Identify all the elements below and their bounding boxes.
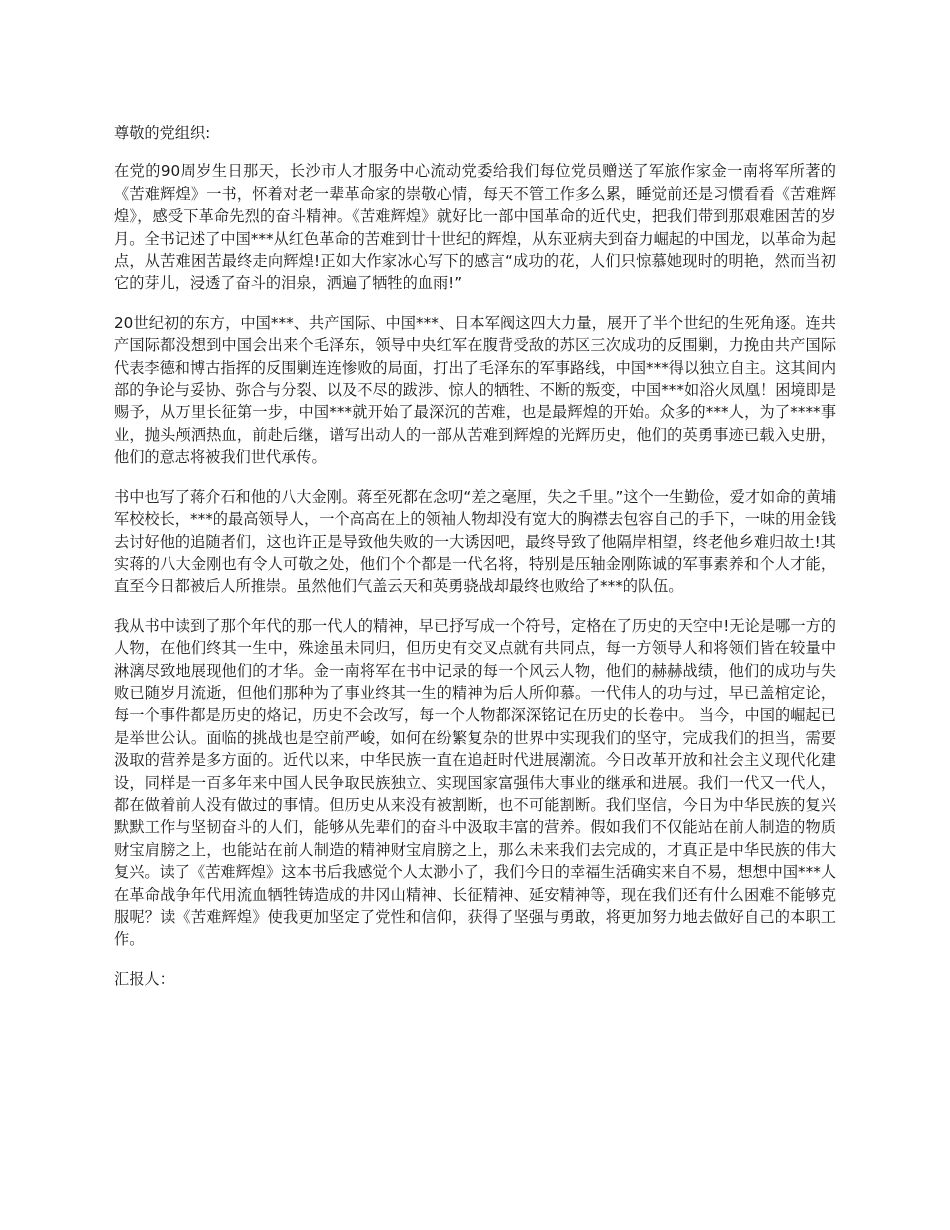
paragraph-2: 20世纪初的东方，中国***、共产国际、中国***、日本军阀这四大力量，展开了半个世纪的生死角逐。连共产国际都没想到中国会出来个毛泽东，领导中央红军在腹背受敌的苏区三次成功的反围剿，力挽由共产国际代表李德和博古指挥的反围剿连连惨败的局面，打出了毛泽东的军事路线，中国***得以独立自主。这其间内部的争论与妥协、弥合与分裂、以及不尽的跋涉、惊人的牺牲、不断的叛变，中国***如浴火凤凰！困境即是赐予，从万里长征第一步，中国***就开始了最深沉的苦难，也是最辉煌的开始。众多的***人，为了****事业，抛头颅洒热血，前赴后继，谱写出动人的一部从苦难到辉煌的光辉历史，他们的英勇事迹已载入史册，他们的意志将被我们世代承传。	[114, 313, 836, 467]
document-body	[114, 122, 836, 1007]
salutation: 尊敬的党组织:	[114, 124, 211, 142]
signature: 汇报人：	[114, 969, 175, 988]
paragraph-3: 书中也写了蒋介石和他的八大金刚。蒋至死都在念叨“差之毫厘，失之千里。”这个一生勤俭，爱才如命的黄埔军校校长，***的最高领导人，一个高高在上的领袖人物却没有宽大的胸襟去包容自己的手下，一味的用金钱去讨好他的追随者们，这也许正是导致他失败的一大诱因吧，最终导致了他隔岸相望，终老他乡难归故土!其实蒋的八大金刚也有令人可敬之处，他们个个都是一代名将，特别是压轴金刚陈诚的军事素养和个人才能，直至今日都被后人所推崇。虽然他们气盖云天和英勇骁战却最终也败给了***的队伍。	[114, 487, 836, 596]
paragraph-1: 在党的90周岁生日那天，长沙市人才服务中心流动党委给我们每位党员赠送了军旅作家金一南将军所著的《苦难辉煌》一书，怀着对老一辈革命家的崇敬心情，每天不管工作多么累，睡觉前还是习惯看看《苦难辉煌》，感受下革命先烈的奋斗精神。《苦难辉煌》就好比一部中国革命的近代史，把我们带到那艰难困苦的岁月。全书记述了中国***从红色革命的苦难到廿十世纪的辉煌，从东亚病夫到奋力崛起的中国龙，以革命为起点，从苦难困苦最终走向辉煌!正如大作家冰心写下的感言“成功的花，人们只惊慕她现时的明艳，然而当初它的芽儿，浸透了奋斗的泪泉，洒遍了牺牲的血雨!”	[114, 162, 836, 293]
paragraph-4: 我从书中读到了那个年代的那一代人的精神，早已抒写成一个符号，定格在了历史的天空中!无论是哪一方的人物，在他们终其一生中，殊途虽未同归，但历史有交叉点就有共同点，每一方领导人和将领们皆在较量中淋漓尽致地展现他们的才华。金一南将军在书中记录的每一个风云人物，他们的赫赫战绩，他们的成功与失败已随岁月流逝，但他们那种为了事业终其一生的精神为后人所仰慕。一代伟人的功与过，早已盖棺定论，每一个事件都是历史的烙记，历史不会改写，每一个人物都深深铭记在历史的长卷中。 当今，中国的崛起已是举世公认。面临的挑战也是空前严峻，如何在纷繁复杂的世界中实现我们的坚守，完成我们的担当，需要汲取的营养是多方面的。近代以来，中华民族一直在追赶时代进展潮流。今日改革开放和社会主义现代化建设，同样是一百多年来中国人民争取民族独立、实现国家富强伟大事业的继承和进展。我们一代又一代人，都在做着前人没有做过的事情。但历史从来没有被割断，也不可能割断。我们坚信，今日为中华民族的复兴默默工作与坚韧奋斗的人们，能够从先辈们的奋斗中汲取丰富的营养。假如我们不仅能站在前人制造的物质财宝肩膀之上，也能站在前人制造的精神财宝肩膀之上，那么未来我们去完成的，才真正是中华民族的伟大复兴。读了《苦难辉煌》这本书后我感觉个人太渺小了，我们今日的幸福生活确实来自不易，想想中国***人在革命战争年代用流血牺牲铸造成的井冈山精神、长征精神、延安精神等，现在我们还有什么困难不能够克服呢？读《苦难辉煌》使我更加坚定了党性和信仰，获得了坚强与勇敢，将更加努力地去做好自己的本职工作。	[114, 616, 836, 949]
